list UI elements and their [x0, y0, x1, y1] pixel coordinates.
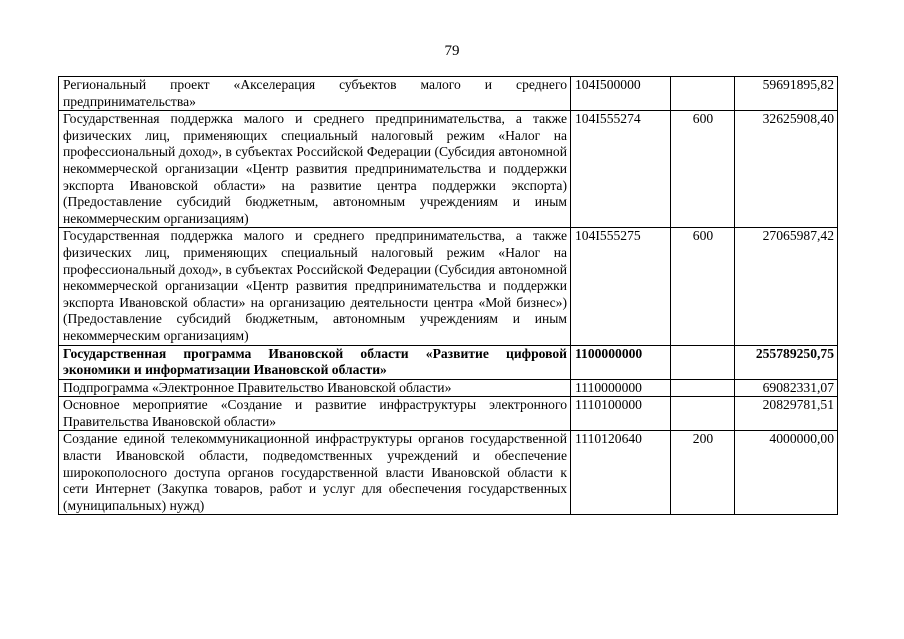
table-row	[59, 228, 838, 345]
row-expense-type-cell: 600	[671, 228, 735, 345]
row-code-cell: 104I500000	[571, 77, 671, 111]
row-amount-cell: 32625908,40	[735, 111, 838, 228]
row-expense-type-cell	[671, 345, 735, 379]
row-code-cell: 1110120640	[571, 431, 671, 515]
row-amount-cell: 255789250,75	[735, 345, 838, 379]
table-row-program	[59, 345, 838, 379]
row-amount-cell: 69082331,07	[735, 379, 838, 397]
budget-table	[58, 76, 838, 515]
row-code-cell: 104I555274	[571, 111, 671, 228]
row-amount-cell: 4000000,00	[735, 431, 838, 515]
budget-table-body	[59, 77, 838, 515]
row-expense-type-cell	[671, 397, 735, 431]
row-code-cell: 1110100000	[571, 397, 671, 431]
row-name-cell: Основное мероприятие «Создание и развитие инфраструктуры электронного Правительства Ивановской области»	[59, 397, 571, 431]
table-row	[59, 379, 838, 397]
row-amount-cell: 20829781,51	[735, 397, 838, 431]
row-name-cell: Государственная программа Ивановской области «Развитие цифровой экономики и информатизации Ивановской области»	[59, 345, 571, 379]
row-expense-type-cell: 600	[671, 111, 735, 228]
row-code-cell: 1100000000	[571, 345, 671, 379]
row-name-cell: Подпрограмма «Электронное Правительство Ивановской области»	[59, 379, 571, 397]
row-name-cell: Государственная поддержка малого и среднего предпринимательства, а также физических лиц, применяющих специальный налоговый режим «Налог на профессиональный доход», в субъектах Российской Федерации (Субсидия автономной некоммерческой организации «Центр развития предпринимательства и поддержки экспорта Ивановской области» на организацию деятельности центра «Мой бизнес») (Предоставление субсидий бюджетным, автономным учреждениям и иным некоммерческим организациям)	[59, 228, 571, 345]
row-amount-cell: 27065987,42	[735, 228, 838, 345]
page-number: 79	[444, 43, 460, 59]
row-name-cell: Региональный проект «Акселерация субъектов малого и среднего предпринимательства»	[59, 77, 571, 111]
row-code-cell: 104I555275	[571, 228, 671, 345]
row-expense-type-cell	[671, 379, 735, 397]
table-row	[59, 431, 838, 515]
row-amount-cell: 59691895,82	[735, 77, 838, 111]
table-row	[59, 397, 838, 431]
table-row	[59, 77, 838, 111]
row-name-cell: Создание единой телекоммуникационной инфраструктуры органов государственной власти Ивановской области, подведомственных учреждений и обеспечение широкополосного доступа органов государственной власти Ивановской области к сети Интернет (Закупка товаров, работ и услуг для обеспечения государственных (муниципальных) нужд)	[59, 431, 571, 515]
row-code-cell: 1110000000	[571, 379, 671, 397]
row-name-cell: Государственная поддержка малого и среднего предпринимательства, а также физических лиц, применяющих специальный налоговый режим «Налог на профессиональный доход», в субъектах Российской Федерации (Субсидия автономной некоммерческой организации «Центр развития предпринимательства и поддержки экспорта Ивановской области» на развитие центра поддержки экспорта) (Предоставление субсидий бюджетным, автономным учреждениям и иным некоммерческим организациям)	[59, 111, 571, 228]
row-expense-type-cell: 200	[671, 431, 735, 515]
row-expense-type-cell	[671, 77, 735, 111]
table-row	[59, 111, 838, 228]
